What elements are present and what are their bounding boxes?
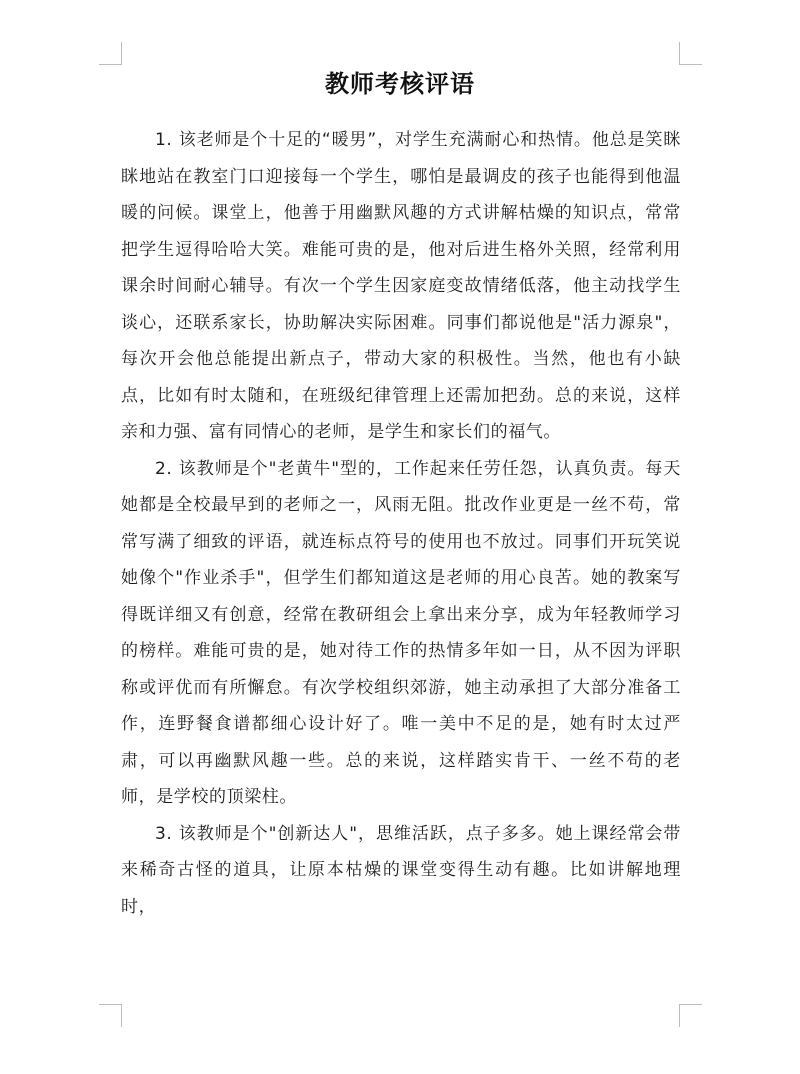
page-corner-mark-bottom-left [99, 1004, 122, 1027]
page-corner-mark-bottom-right [679, 1004, 702, 1027]
document-title: 教师考核评语 [325, 70, 475, 98]
page-corner-mark-top-right [679, 42, 702, 65]
evaluation-paragraph-2: 2. 该教师是个"老黄牛"型的，工作起来任劳任怨，认真负责。每天她都是全校最早到的老师之一，风雨无阻。批改作业更是一丝不苟，常常写满了细致的评语，就连标点符号的使用也不放过。同事们开玩笑说她像个"作业杀手"，但学生们都知道这是老师的用心良苦。她的教案写得既详细又有创意，经常在教研组会上拿出来分享，成为年轻教师学习的榜样。难能可贵的是，她对待工作的热情多年如一日，从不因为评职称或评优而有所懈怠。有次学校组织郊游，她主动承担了大部分准备工作，连野餐食谱都细心设计好了。唯一美中不足的是，她有时太过严肃，可以再幽默风趣一些。总的来说，这样踏实肯干、一丝不苟的老师，是学校的顶梁柱。 [121, 458, 681, 807]
evaluation-paragraph-1: 1. 该老师是个十足的“暖男”，对学生充满耐心和热情。他总是笑眯眯地站在教室门口迎接每一个学生，哪怕是最调皮的孩子也能得到他温暖的问候。课堂上，他善于用幽默风趣的方式讲解枯燥的知识点，常常把学生逗得哈哈大笑。难能可贵的是，他对后进生格外关照，经常利用课余时间耐心辅导。有次一个学生因家庭变故情绪低落，他主动找学生谈心，还联系家长，协助解决实际困难。同事们都说他是"活力源泉"，每次开会他总能提出新点子，带动大家的积极性。当然，他也有小缺点，比如有时太随和，在班级纪律管理上还需加把劲。总的来说，这样亲和力强、富有同情心的老师，是学生和家长们的福气。 [121, 130, 681, 442]
evaluation-paragraph-3: 3. 该教师是个"创新达人"，思维活跃，点子多多。她上课经常会带来稀奇古怪的道具，让原本枯燥的课堂变得生动有趣。比如讲解地理时， [121, 823, 681, 917]
document-body [121, 122, 681, 925]
page-corner-mark-top-left [99, 42, 122, 65]
